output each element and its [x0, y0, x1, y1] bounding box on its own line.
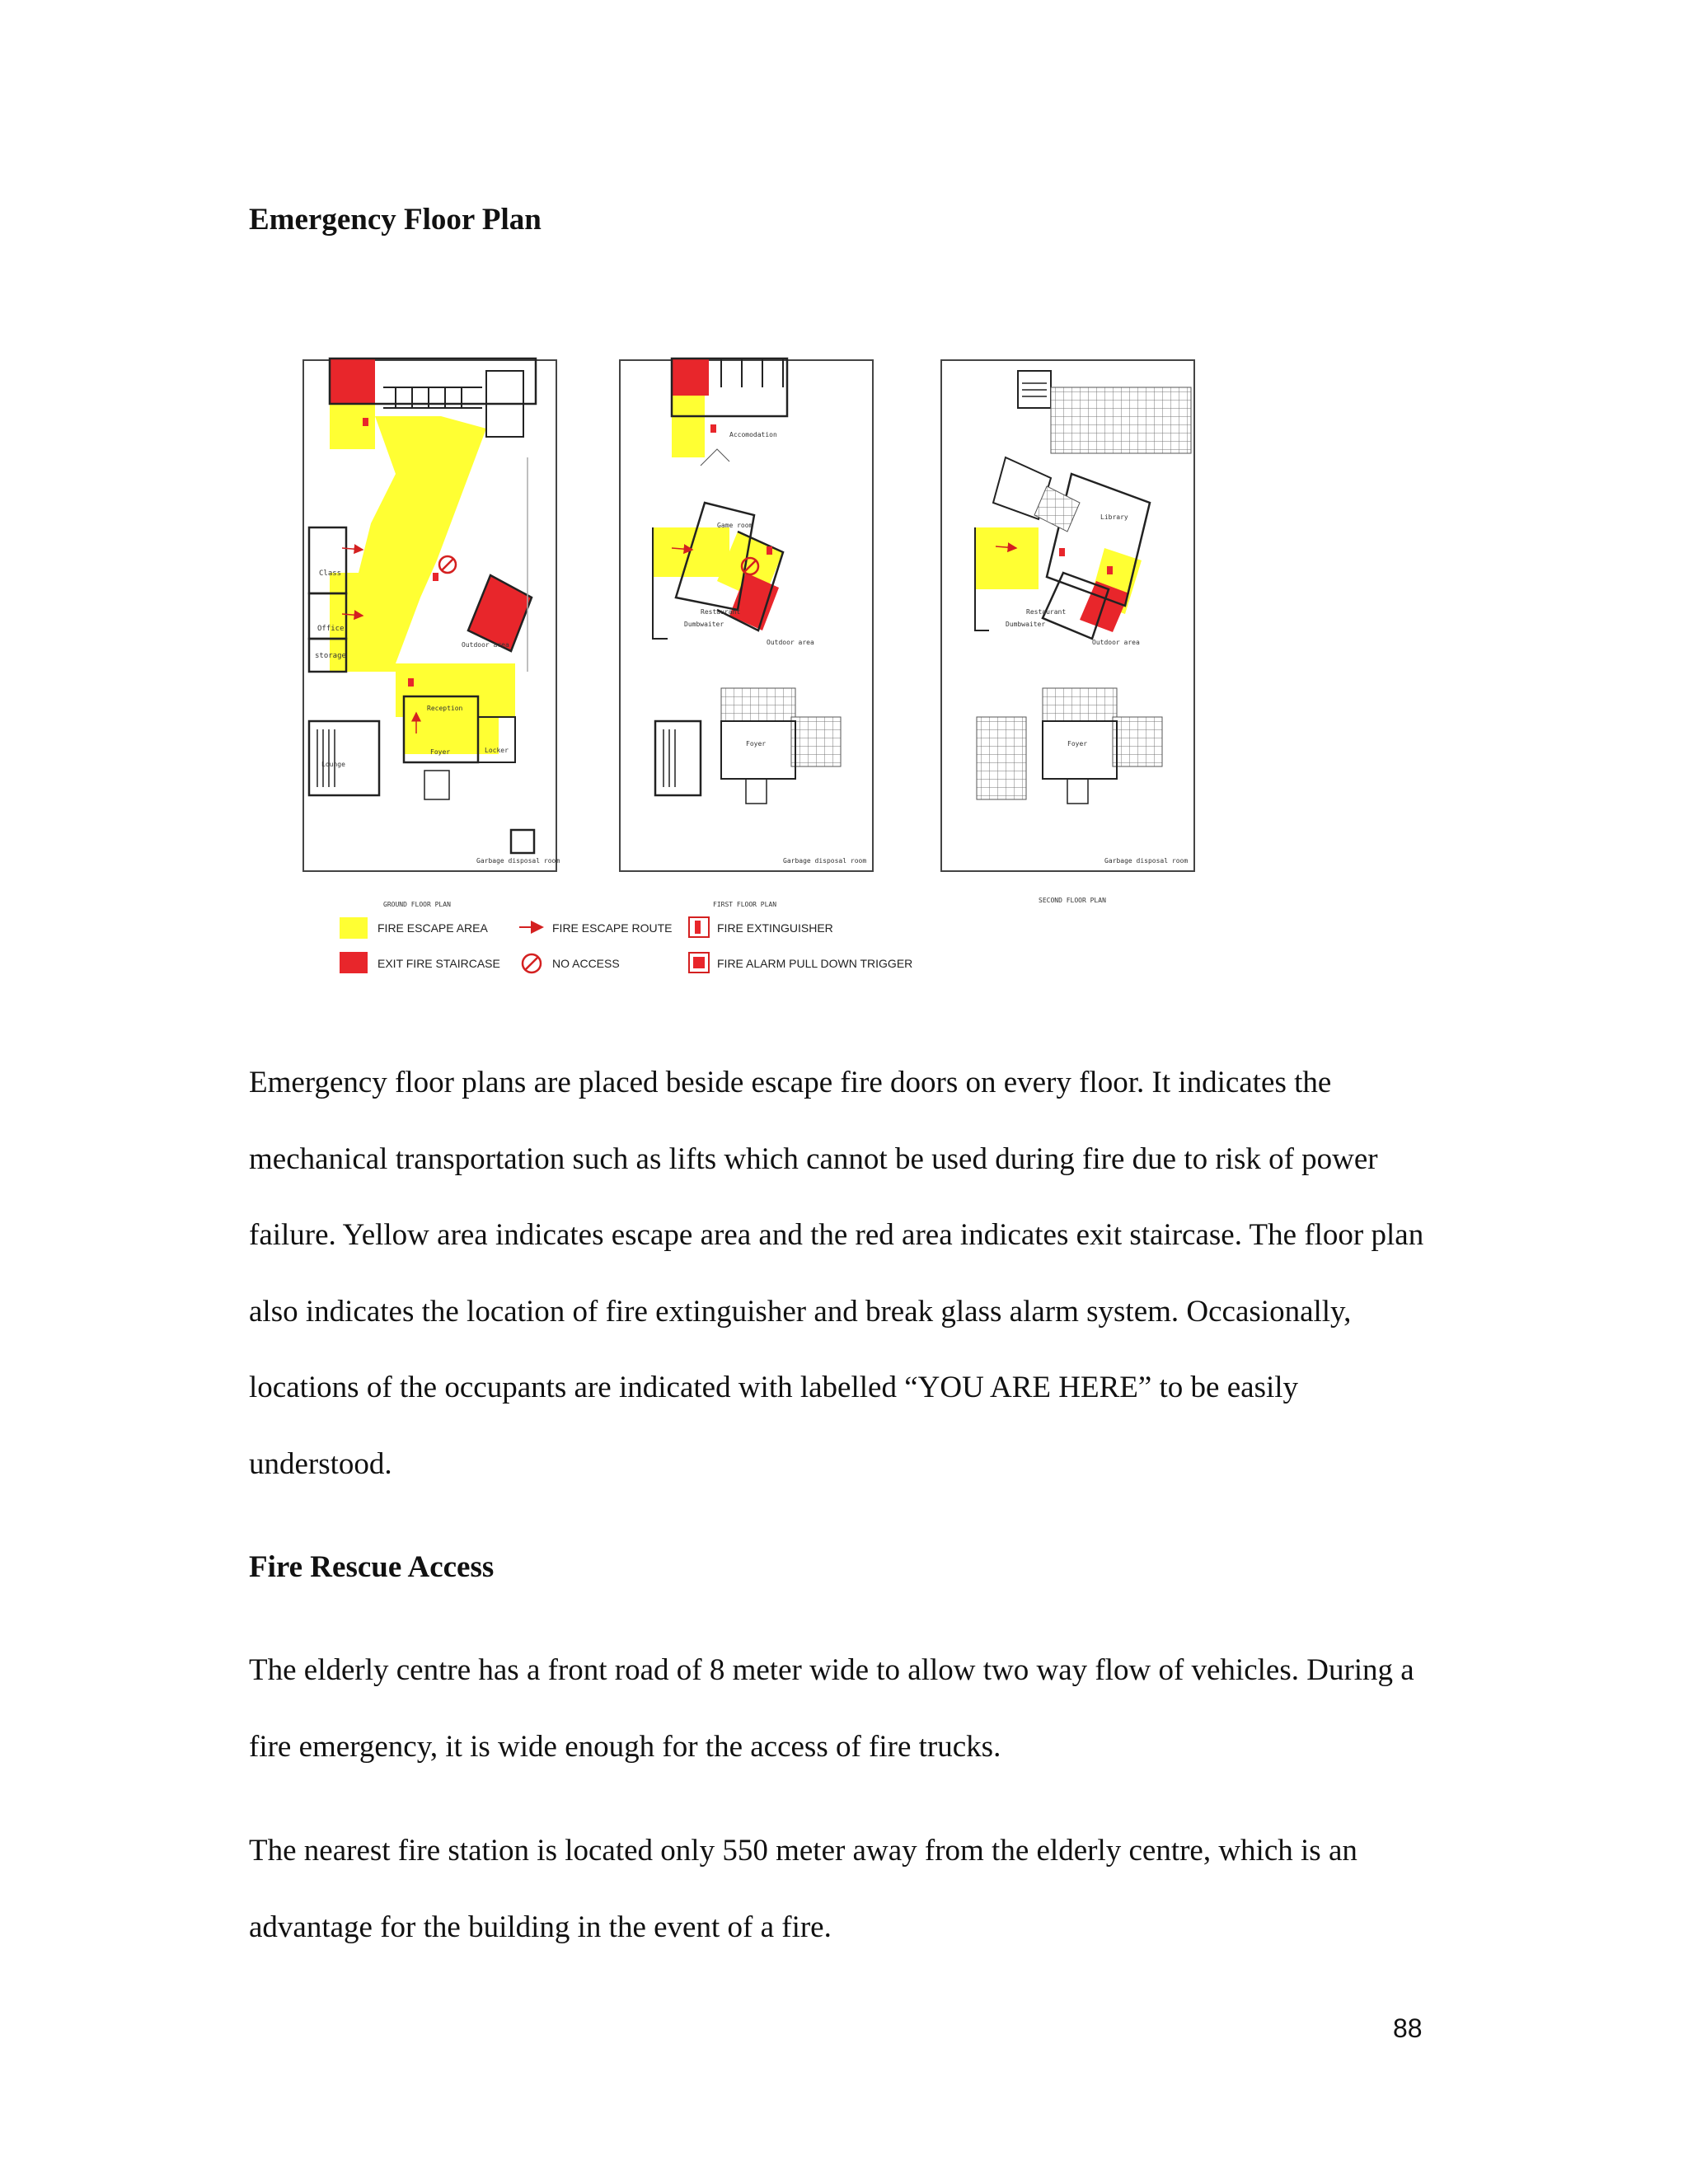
svg-text:Reception: Reception — [427, 705, 463, 712]
legend-fire-alarm-trigger: FIRE ALARM PULL DOWN TRIGGER — [717, 957, 913, 970]
svg-text:storage: storage — [315, 652, 346, 660]
svg-text:Game room: Game room — [717, 522, 753, 529]
legend-fire-escape-route: FIRE ESCAPE ROUTE — [552, 921, 673, 935]
svg-text:Accomodation: Accomodation — [729, 431, 777, 438]
svg-text:Lounge: Lounge — [321, 761, 345, 768]
legend-exit-fire-staircase: EXIT FIRE STAIRCASE — [377, 957, 500, 970]
exit-staircase-ground-mid — [468, 575, 532, 651]
paragraph-front-road: The elderly centre has a front road of 8 meter wide to allow two way flow of vehicles. During a fire emergency, it is wide enough for the access of fire trucks. — [249, 1653, 1414, 1764]
paragraph-fire-station: The nearest fire station is located only 550 meter away from the elderly centre, which is an advantage for the building in the event of a fire. — [249, 1834, 1357, 1944]
svg-text:Restaurant: Restaurant — [1026, 608, 1067, 616]
svg-text:GROUND FLOOR PLAN: GROUND FLOOR PLAN — [383, 901, 451, 908]
escape-area-swatch — [340, 917, 368, 939]
svg-text:Restaurant: Restaurant — [701, 608, 741, 616]
section-heading-fire-rescue-access: Fire Rescue Access — [249, 1550, 495, 1584]
svg-text:Locker: Locker — [485, 747, 509, 754]
section-heading-emergency-floor-plan: Emergency Floor Plan — [249, 203, 542, 237]
svg-text:Outdoor area: Outdoor area — [1092, 639, 1140, 646]
emergency-floor-plan-figure — [280, 326, 1245, 993]
svg-text:Office: Office — [317, 625, 345, 633]
svg-text:Foyer: Foyer — [1067, 740, 1088, 748]
svg-text:Dumbwaiter: Dumbwaiter — [1006, 621, 1046, 628]
svg-text:Outdoor area: Outdoor area — [462, 641, 509, 649]
plan-legend — [340, 917, 912, 973]
exit-staircase-ground-top — [330, 359, 375, 404]
svg-text:Dumbwaiter: Dumbwaiter — [684, 621, 724, 628]
exit-staircase-first-top — [672, 359, 709, 396]
exit-staircase-swatch — [340, 952, 368, 973]
svg-text:Garbage disposal room: Garbage disposal room — [1104, 857, 1189, 865]
first-floor-plan — [620, 359, 873, 908]
paragraph-emergency-floor-plan: Emergency floor plans are placed beside escape fire doors on every floor. It indicates the mechanical transportation such as lifts which cannot be used during fire due to risk of power failure. Yellow area indicates escape area and the red area indicates exit staircase. The floor plan also indicates the location of fire extinguisher and break glass alarm system. Occasionally, locations of the occupants are indicated with labelled “YOU ARE HERE” to be easily understood. — [249, 1066, 1424, 1481]
extinguisher-icon — [689, 917, 709, 937]
svg-text:Foyer: Foyer — [430, 748, 451, 756]
ground-floor-plan — [303, 359, 560, 908]
legend-fire-escape-area: FIRE ESCAPE AREA — [377, 921, 488, 935]
svg-text:SECOND FLOOR PLAN: SECOND FLOOR PLAN — [1039, 897, 1106, 904]
second-floor-plan — [941, 360, 1194, 904]
svg-text:Library: Library — [1100, 513, 1128, 521]
no-access-icon — [523, 954, 541, 972]
svg-text:Garbage disposal room: Garbage disposal room — [476, 857, 560, 865]
svg-text:Foyer: Foyer — [746, 740, 767, 748]
legend-fire-extinguisher: FIRE EXTINGUISHER — [717, 921, 833, 935]
svg-text:Class: Class — [319, 569, 342, 578]
legend-no-access: NO ACCESS — [552, 957, 620, 970]
svg-text:FIRST FLOOR PLAN: FIRST FLOOR PLAN — [713, 901, 777, 908]
alarm-trigger-icon — [689, 953, 709, 972]
page-number: 88 — [1393, 2013, 1423, 2043]
svg-text:Outdoor area: Outdoor area — [767, 639, 814, 646]
svg-text:Garbage disposal room: Garbage disposal room — [783, 857, 867, 865]
